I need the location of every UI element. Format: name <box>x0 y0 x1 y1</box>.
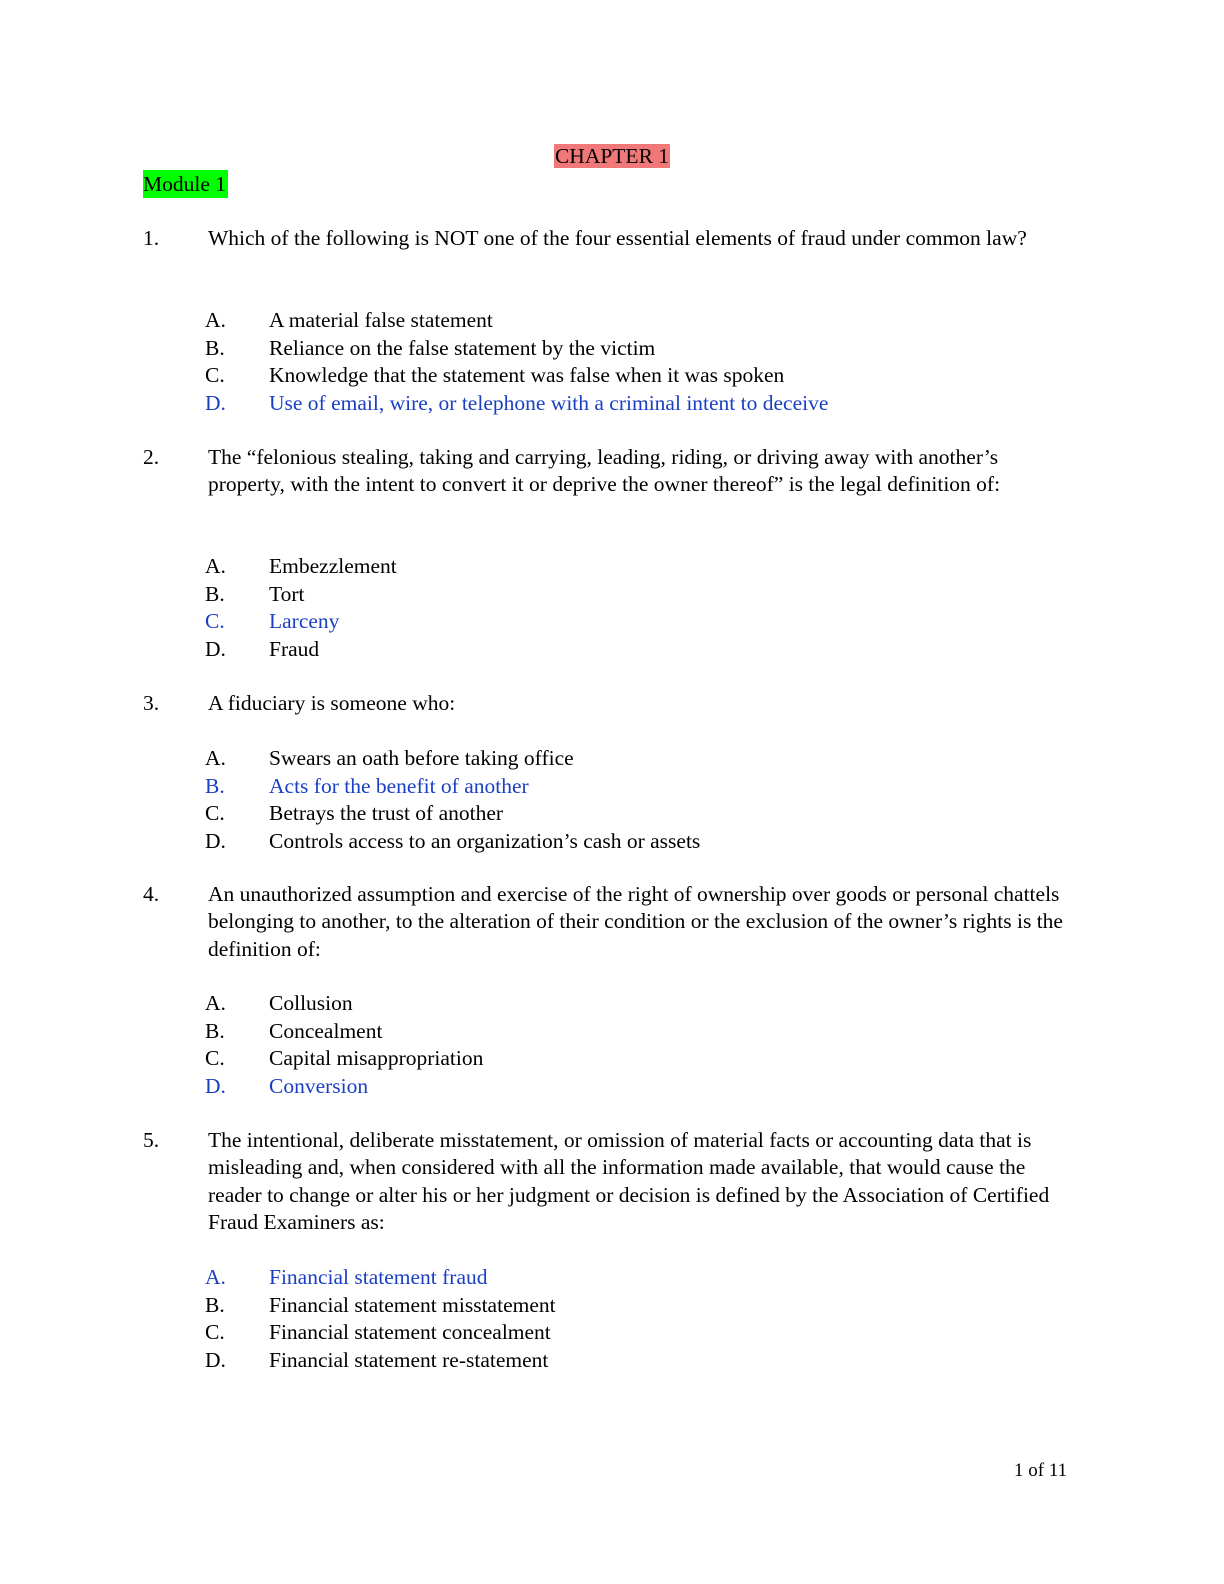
option-letter: C. <box>205 1320 225 1344</box>
option-text: Financial statement re-statement <box>269 1347 549 1372</box>
option-letter: A. <box>205 991 226 1015</box>
correct-answer-option <box>205 390 1065 417</box>
answer-option <box>205 1347 1065 1374</box>
answer-option <box>205 828 1065 855</box>
answer-option <box>205 800 1065 827</box>
option-letter: A. <box>205 1265 226 1289</box>
answer-option <box>205 990 1065 1017</box>
option-text: Fraud <box>269 636 320 661</box>
answer-option <box>205 636 1065 663</box>
option-letter: A. <box>205 746 226 770</box>
question-text: An unauthorized assumption and exercise of the right of ownership over goods or personal chattels belonging to another, to the alteration of their condition or the exclusion of the owner’s rights is the definition of: <box>208 882 1063 961</box>
correct-answer-option <box>205 1073 1065 1100</box>
option-text: Collusion <box>269 991 353 1015</box>
chapter-title: CHAPTER 1 <box>554 144 670 168</box>
option-text: Tort <box>269 581 305 606</box>
question-number: 5. <box>143 1128 160 1152</box>
question-number: 1. <box>143 226 160 250</box>
option-letter: C. <box>205 1046 225 1070</box>
question-number: 2. <box>143 445 160 469</box>
option-letter: C. <box>205 609 225 633</box>
answer-option <box>205 335 1065 362</box>
option-text: A material false statement <box>269 308 493 332</box>
question-text: The intentional, deliberate misstatement, or omission of material facts or accounting data that is misleading and, when considered with all the information made available, that would cause the reader to change or alter his or her judgment or decision is defined by the Association of Certified Fraud Examiners as: <box>208 1128 1050 1235</box>
option-text: Larceny <box>269 609 340 633</box>
option-letter: B. <box>205 773 225 798</box>
option-letter: D. <box>205 1073 226 1098</box>
option-text: Conversion <box>269 1073 369 1098</box>
option-text: Financial statement misstatement <box>269 1292 556 1317</box>
option-text: Acts for the benefit of another <box>269 773 529 798</box>
correct-answer-option <box>205 773 1065 800</box>
option-text: Financial statement concealment <box>269 1320 551 1344</box>
answer-option <box>205 553 1065 580</box>
option-letter: B. <box>205 581 225 606</box>
question-number: 3. <box>143 691 160 715</box>
option-text: Financial statement fraud <box>269 1265 488 1289</box>
option-text: Betrays the trust of another <box>269 801 504 825</box>
option-text: Use of email, wire, or telephone with a criminal intent to deceive <box>269 390 829 415</box>
module-label: Module 1 <box>143 172 227 196</box>
option-text: Concealment <box>269 1018 383 1043</box>
answer-option <box>205 1018 1065 1045</box>
question-number: 4. <box>143 882 160 906</box>
option-text: Embezzlement <box>269 554 397 578</box>
option-letter: A. <box>205 308 226 332</box>
chapter-heading <box>0 142 1224 170</box>
question-text: The “felonious stealing, taking and carrying, leading, riding, or driving away with another’s property, with the intent to convert it or deprive the owner thereof” is the legal definition of: <box>208 445 1001 497</box>
answer-option <box>205 362 1065 389</box>
option-letter: C. <box>205 363 225 387</box>
option-letter: D. <box>205 390 226 415</box>
correct-answer-option <box>205 1264 1065 1291</box>
question-text: Which of the following is NOT one of the four essential elements of fraud under common law? <box>208 226 1027 250</box>
answer-option <box>205 1292 1065 1319</box>
answer-option <box>205 581 1065 608</box>
option-letter: D. <box>205 828 226 853</box>
page-number: 1 of 11 <box>1014 1460 1068 1481</box>
correct-answer-option <box>205 608 1065 635</box>
option-text: Reliance on the false statement by the victim <box>269 335 656 360</box>
answer-option <box>205 1319 1065 1346</box>
option-letter: A. <box>205 554 226 578</box>
option-letter: B. <box>205 335 225 360</box>
option-text: Swears an oath before taking office <box>269 746 574 770</box>
option-letter: D. <box>205 1347 226 1372</box>
option-text: Controls access to an organization’s cash or assets <box>269 828 701 853</box>
answer-option <box>205 307 1065 334</box>
option-letter: C. <box>205 801 225 825</box>
answer-option <box>205 1045 1065 1072</box>
question-text: A fiduciary is someone who: <box>208 691 456 715</box>
answer-option <box>205 745 1065 772</box>
option-text: Knowledge that the statement was false when it was spoken <box>269 363 785 387</box>
option-letter: B. <box>205 1018 225 1043</box>
option-letter: B. <box>205 1292 225 1317</box>
option-letter: D. <box>205 636 226 661</box>
option-text: Capital misappropriation <box>269 1046 484 1070</box>
